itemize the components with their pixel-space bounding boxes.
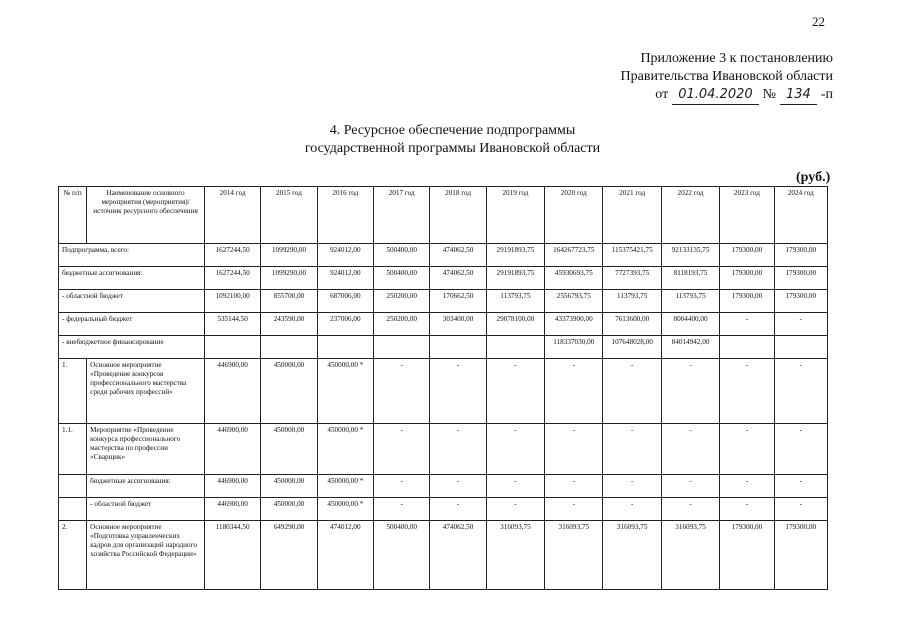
cell-value: 250200,00 <box>374 313 430 336</box>
cell-value: 450000,00 * <box>317 359 373 424</box>
cell-value: 7727393,75 <box>603 267 661 290</box>
row-number: 2. <box>59 521 87 590</box>
table-row <box>59 290 828 313</box>
cell-value: 115375421,75 <box>603 244 661 267</box>
cell-value: 450000,00 * <box>317 475 373 498</box>
resource-table <box>58 186 828 590</box>
table-row <box>59 244 828 267</box>
cell-value: - <box>720 359 774 424</box>
cell-value: 1627244,50 <box>204 267 260 290</box>
header-year: 2017 год <box>374 187 430 244</box>
cell-value: - <box>430 475 486 498</box>
cell-value: - <box>661 424 719 475</box>
page-number: 22 <box>812 14 825 29</box>
cell-value: - <box>545 498 603 521</box>
cell-value: 179300,00 <box>720 521 774 590</box>
cell-value: - <box>486 424 544 475</box>
cell-value: - <box>374 424 430 475</box>
cell-value: - <box>720 424 774 475</box>
header-year: 2023 год <box>720 187 774 244</box>
header-year: 2019 год <box>486 187 544 244</box>
cell-value: 500400,00 <box>374 244 430 267</box>
cell-value: - <box>774 475 827 498</box>
cell-value: 179300,00 <box>774 267 827 290</box>
cell-value: - <box>430 424 486 475</box>
cell-value: 924012,00 <box>317 267 373 290</box>
cell-value: - <box>430 359 486 424</box>
cell-value <box>204 336 260 359</box>
cell-value: 164267723,75 <box>545 244 603 267</box>
cell-value: 8004400,00 <box>661 313 719 336</box>
cell-value: - <box>545 424 603 475</box>
header-no: № п/п <box>59 187 87 244</box>
cell-value: 474062,50 <box>430 521 486 590</box>
header-year: 2018 год <box>430 187 486 244</box>
cell-value: 450000,00 <box>261 424 317 475</box>
header-row <box>59 187 828 244</box>
cell-value: - <box>486 498 544 521</box>
cell-value: 924012,00 <box>317 244 373 267</box>
cell-value: 118337030,00 <box>545 336 603 359</box>
currency-unit: (руб.) <box>796 170 831 185</box>
row-name: Основное мероприятие «Подготовка управленческих кадров для организаций народного хозяйства Российской Федерации» <box>87 521 205 590</box>
row-number <box>59 498 87 521</box>
cell-value: 250200,00 <box>374 290 430 313</box>
cell-value: - <box>603 424 661 475</box>
cell-value: - <box>486 475 544 498</box>
cell-value: - <box>603 359 661 424</box>
cell-value: 92133135,75 <box>661 244 719 267</box>
cell-value: - <box>374 475 430 498</box>
header-year: 2024 год <box>774 187 827 244</box>
cell-value: 179300,00 <box>720 267 774 290</box>
cell-value <box>317 336 373 359</box>
cell-value: 179300,00 <box>720 244 774 267</box>
cell-value: - <box>774 424 827 475</box>
cell-value <box>261 336 317 359</box>
cell-value: 316093,75 <box>486 521 544 590</box>
cell-value: - <box>603 498 661 521</box>
cell-value: 316093,75 <box>545 521 603 590</box>
header-name: Наименование основного мероприятия (мероприятия)/источник ресурсного обеспечения <box>87 187 205 244</box>
row-number: 1. <box>59 359 87 424</box>
appendix-header <box>621 50 833 105</box>
cell-value: 29191893,75 <box>486 267 544 290</box>
cell-value: 43373900,00 <box>545 313 603 336</box>
from-label: от <box>655 87 669 102</box>
cell-value: - <box>661 475 719 498</box>
table-row <box>59 267 828 290</box>
cell-value: 113793,75 <box>661 290 719 313</box>
cell-value: 84014942,00 <box>661 336 719 359</box>
cell-value: 474062,50 <box>430 244 486 267</box>
cell-value <box>486 336 544 359</box>
cell-value: 29078100,00 <box>486 313 544 336</box>
cell-value: - <box>720 498 774 521</box>
cell-value: 1099290,00 <box>261 244 317 267</box>
cell-value: 303400,00 <box>430 313 486 336</box>
cell-value: - <box>486 359 544 424</box>
cell-value <box>374 336 430 359</box>
table-row <box>59 313 828 336</box>
cell-value: 450000,00 <box>261 475 317 498</box>
table-row <box>59 521 828 590</box>
cell-value: 179300,00 <box>774 244 827 267</box>
cell-value: 2556793,75 <box>545 290 603 313</box>
cell-value: - <box>774 498 827 521</box>
cell-value: 474062,50 <box>430 267 486 290</box>
cell-value: 316093,75 <box>661 521 719 590</box>
header-year: 2021 год <box>603 187 661 244</box>
cell-value: - <box>545 475 603 498</box>
cell-value: 855700,00 <box>261 290 317 313</box>
cell-value: 1092100,00 <box>204 290 260 313</box>
cell-value: 316093,75 <box>603 521 661 590</box>
header-year: 2016 год <box>317 187 373 244</box>
cell-value: 450000,00 * <box>317 498 373 521</box>
cell-value: - <box>661 498 719 521</box>
cell-value: 107648028,00 <box>603 336 661 359</box>
heading-line-1: 4. Ресурсное обеспечение подпрограммы <box>329 123 576 138</box>
header-year: 2020 год <box>545 187 603 244</box>
cell-value: - <box>374 359 430 424</box>
decree-number: 134 <box>780 86 817 105</box>
heading-line-2: государственной программы Ивановской области <box>304 141 601 156</box>
cell-value: - <box>374 498 430 521</box>
cell-value: 29191893,75 <box>486 244 544 267</box>
cell-value: 1627244,50 <box>204 244 260 267</box>
appendix-line-2: Правительства Ивановской области <box>620 69 833 84</box>
cell-value: 113793,75 <box>486 290 544 313</box>
cell-value: 450000,00 * <box>317 424 373 475</box>
decree-suffix: -п <box>820 87 833 102</box>
decree-line <box>621 86 833 105</box>
row-number <box>59 475 87 498</box>
cell-value: 1099290,00 <box>261 267 317 290</box>
cell-value: 500400,00 <box>374 267 430 290</box>
cell-value <box>774 336 827 359</box>
cell-value: 446900,00 <box>204 359 260 424</box>
number-label: № <box>762 87 777 102</box>
cell-value: - <box>603 475 661 498</box>
section-heading <box>0 122 905 158</box>
row-name: бюджетные ассигнования: <box>87 475 205 498</box>
cell-value: 446900,00 <box>204 424 260 475</box>
cell-value <box>430 336 486 359</box>
cell-value: 8118193,75 <box>661 267 719 290</box>
cell-value: 113793,75 <box>603 290 661 313</box>
cell-value: - <box>430 498 486 521</box>
cell-value: 45930693,75 <box>545 267 603 290</box>
header-year: 2014 год <box>204 187 260 244</box>
cell-value: - <box>545 359 603 424</box>
cell-value: 179300,00 <box>774 521 827 590</box>
cell-value: - <box>661 359 719 424</box>
cell-value: - <box>720 313 774 336</box>
cell-value: 500400,00 <box>374 521 430 590</box>
row-label: - федеральный бюджет <box>59 313 205 336</box>
table-row <box>59 336 828 359</box>
cell-value: - <box>774 359 827 424</box>
cell-value <box>720 336 774 359</box>
cell-value: 649290,00 <box>261 521 317 590</box>
cell-value: 446900,00 <box>204 498 260 521</box>
row-label: - областной бюджет <box>59 290 205 313</box>
table-row <box>59 359 828 424</box>
cell-value: 1180344,50 <box>204 521 260 590</box>
header-year: 2015 год <box>261 187 317 244</box>
cell-value: 450000,00 <box>261 359 317 424</box>
cell-value: 243590,00 <box>261 313 317 336</box>
cell-value: 535144,50 <box>204 313 260 336</box>
appendix-line-1: Приложение 3 к постановлению <box>640 51 833 66</box>
row-label: Подпрограмма, всего: <box>59 244 205 267</box>
row-label: бюджетные ассигнования: <box>59 267 205 290</box>
row-name: - областной бюджет <box>87 498 205 521</box>
decree-date: 01.04.2020 <box>672 86 758 105</box>
row-name: Основное мероприятие «Проведение конкурсов профессионального мастерства среди рабочих профессий» <box>87 359 205 424</box>
cell-value: 179300,00 <box>774 290 827 313</box>
header-year: 2022 год <box>661 187 719 244</box>
cell-value: 170662,50 <box>430 290 486 313</box>
row-label: - внебюджетное финансирование <box>59 336 205 359</box>
cell-value: 687006,00 <box>317 290 373 313</box>
cell-value: 179300,00 <box>720 290 774 313</box>
table-row <box>59 498 828 521</box>
row-number: 1.1. <box>59 424 87 475</box>
cell-value: 450000,00 <box>261 498 317 521</box>
cell-value: - <box>774 313 827 336</box>
row-name: Мероприятие «Проведение конкурса профессионального мастерства по профессии «Сварщик» <box>87 424 205 475</box>
cell-value: 446900,00 <box>204 475 260 498</box>
cell-value: 7613600,00 <box>603 313 661 336</box>
cell-value: 474012,00 <box>317 521 373 590</box>
cell-value: 237006,00 <box>317 313 373 336</box>
table-row <box>59 424 828 475</box>
table-row <box>59 475 828 498</box>
cell-value: - <box>720 475 774 498</box>
